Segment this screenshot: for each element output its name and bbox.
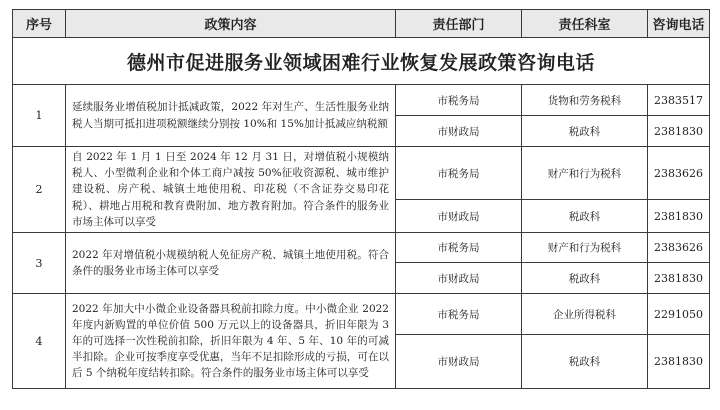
policy-table <box>12 9 710 389</box>
table-row <box>13 294 710 335</box>
row-phone: 2291050 <box>648 294 710 335</box>
row-section: 货物和劳务税科 <box>522 85 648 116</box>
row-dept: 市税务局 <box>396 294 522 335</box>
table-title: 德州市促进服务业领域困难行业恢复发展政策咨询电话 <box>13 38 710 85</box>
header-phone: 咨询电话 <box>648 10 710 38</box>
row-policy-content: 自 2022 年 1 月 1 日至 2024 年 12 月 31 日，对增值税小规模纳税人、小型微利企业和个体工商户减按 50%征收资源税、城市维护建设税、房产税、城镇土地使用税、印花税（不含证券交易印花税）、耕地占用税和教育费附加、地方教育附加。符合条件的服务业市场主体可以享受 <box>66 147 396 233</box>
row-dept: 市税务局 <box>396 147 522 200</box>
row-section: 税政科 <box>522 116 648 147</box>
header-dept: 责任部门 <box>396 10 522 38</box>
table-row <box>13 85 710 116</box>
row-phone: 2381830 <box>648 335 710 389</box>
header-section: 责任科室 <box>522 10 648 38</box>
row-section: 财产和行为税科 <box>522 233 648 263</box>
row-phone: 2381830 <box>648 116 710 147</box>
table-row <box>13 233 710 263</box>
row-phone: 2381830 <box>648 263 710 294</box>
row-dept: 市财政局 <box>396 335 522 389</box>
row-section: 税政科 <box>522 335 648 389</box>
row-section: 税政科 <box>522 263 648 294</box>
row-phone: 2383626 <box>648 147 710 200</box>
row-policy-content: 2022 年对增值税小规模纳税人免征房产税、城镇土地使用税。符合条件的服务业市场主体可以享受 <box>66 233 396 294</box>
row-dept: 市税务局 <box>396 233 522 263</box>
row-section: 企业所得税科 <box>522 294 648 335</box>
header-content: 政策内容 <box>66 10 396 38</box>
row-phone: 2381830 <box>648 200 710 233</box>
row-dept: 市税务局 <box>396 85 522 116</box>
row-seq: 1 <box>13 85 66 147</box>
header-row <box>13 10 710 38</box>
row-phone: 2383626 <box>648 233 710 263</box>
row-phone: 2383517 <box>648 85 710 116</box>
policy-table-sheet <box>12 9 709 409</box>
row-policy-content: 延续服务业增值税加计抵减政策，2022 年对生产、生活性服务业纳税人当期可抵扣进项税额继续分别按 10%和 15%加计抵减应纳税额 <box>66 85 396 147</box>
row-dept: 市财政局 <box>396 200 522 233</box>
row-section: 财产和行为税科 <box>522 147 648 200</box>
header-seq: 序号 <box>13 10 66 38</box>
row-seq: 4 <box>13 294 66 389</box>
table-row <box>13 147 710 200</box>
row-section: 税政科 <box>522 200 648 233</box>
row-seq: 2 <box>13 147 66 233</box>
row-policy-content: 2022 年加大中小微企业设备器具税前扣除力度。中小微企业 2022 年度内新购置的单位价值 500 万元以上的设备器具，折旧年限为 3 年的可选择一次性税前扣除，折旧年限为 4 年、5 年、10 年的可减半扣除。企业可按季度享受优惠，当年不足扣除形成的亏损，可在以后 5 个纳税年度结转扣除。符合条件的服务业市场主体可以享受 <box>66 294 396 389</box>
row-seq: 3 <box>13 233 66 294</box>
row-dept: 市财政局 <box>396 263 522 294</box>
row-dept: 市财政局 <box>396 116 522 147</box>
